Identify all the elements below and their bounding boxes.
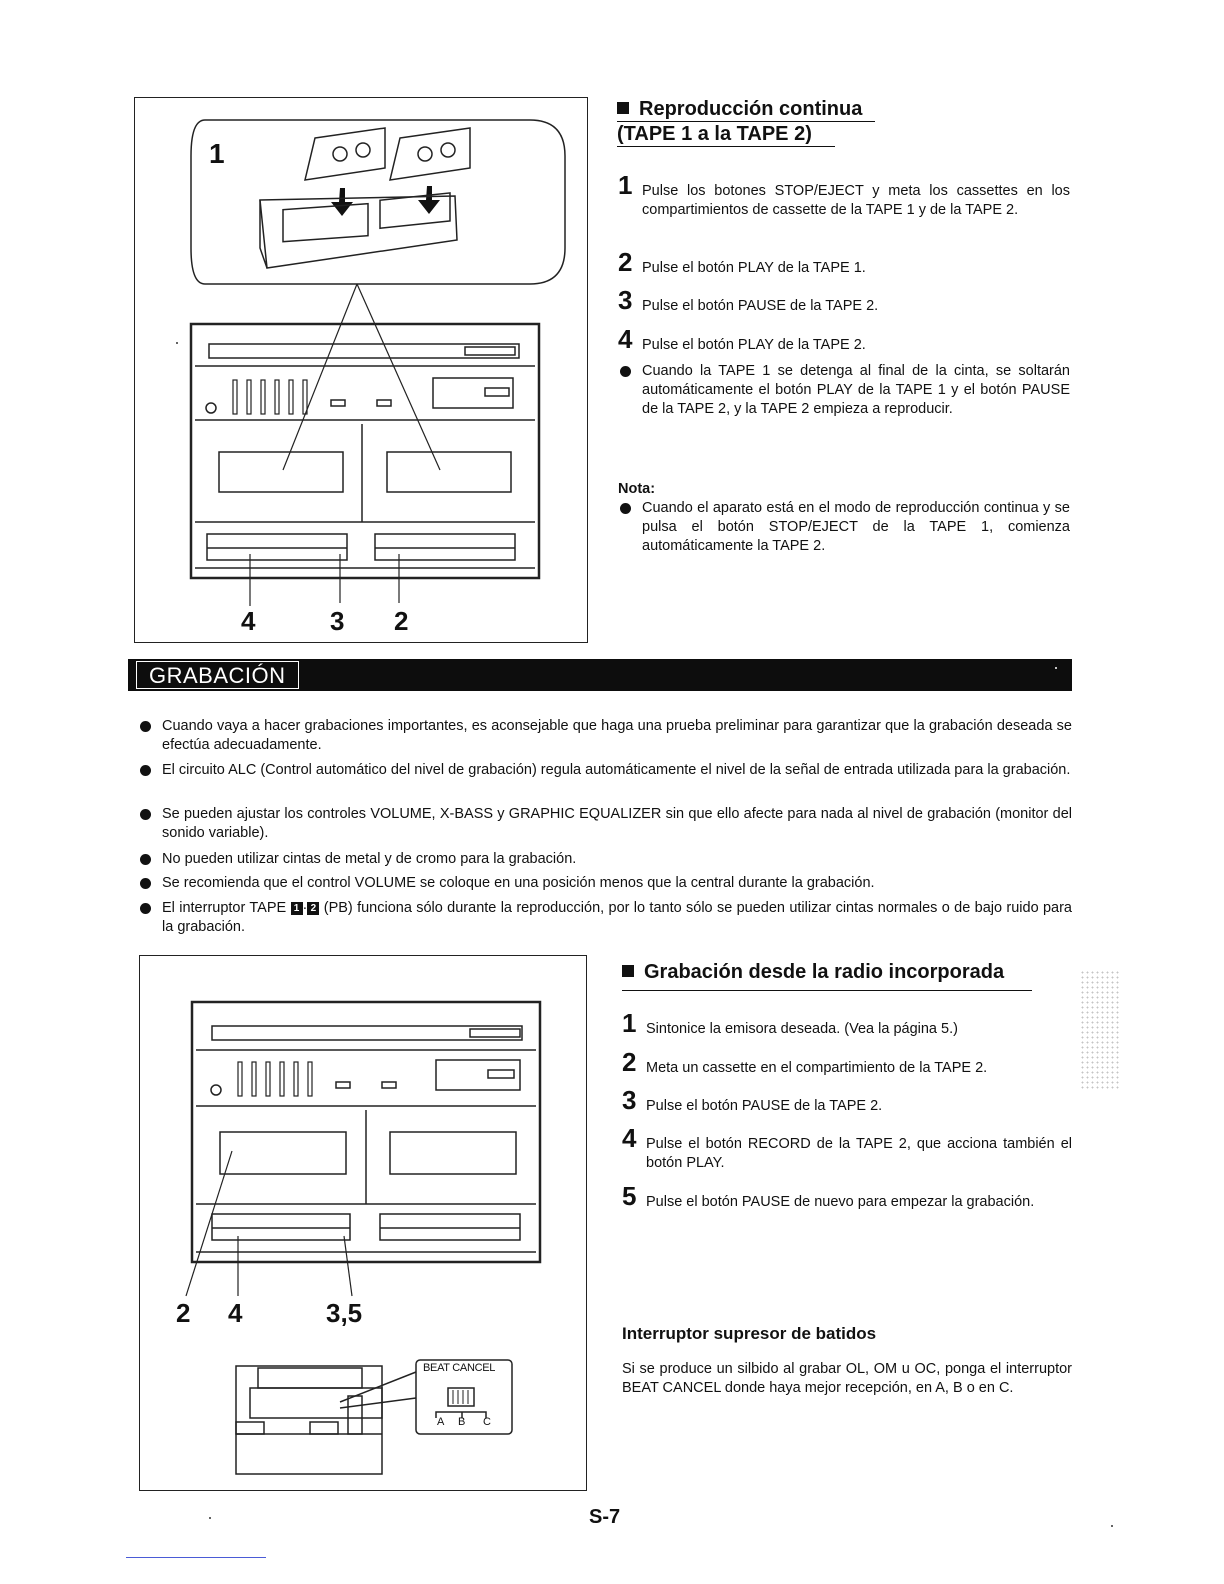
callout-label: 4 xyxy=(241,606,256,636)
scan-speck xyxy=(1111,1525,1113,1527)
bullet-text: Se pueden ajustar los controles VOLUME, X-BASS y GRAPHIC EQUALIZER sin que ello afecte para nada al nivel de grabación (monitor del sonido variable). xyxy=(162,806,1072,841)
cassette-icon xyxy=(305,128,470,180)
figure-radio-recording xyxy=(139,955,587,1491)
bullet-text: El circuito ALC (Control automático del nivel de grabación) regula automáticamente el nivel de la señal de entrada utilizada para la grabación. xyxy=(162,762,1071,778)
step-text: Pulse el botón PLAY de la TAPE 2. xyxy=(642,337,866,353)
list-item xyxy=(138,899,1072,937)
list-item xyxy=(622,1085,1072,1116)
scan-speck xyxy=(1055,667,1057,669)
list-item xyxy=(622,1181,1072,1212)
callout-label: 2 xyxy=(394,606,409,636)
list-item xyxy=(138,717,1072,755)
deck-illustration-2 xyxy=(140,956,586,1490)
tape-badge: 1 xyxy=(291,902,303,915)
figure-continuous-playback xyxy=(134,97,588,643)
callout-label: 3 xyxy=(330,606,345,636)
step-number: 1 xyxy=(618,170,633,200)
section-radio-heading xyxy=(622,960,1032,991)
callout-leaders xyxy=(250,554,399,606)
list-item xyxy=(138,874,1072,893)
bullet-text: Cuando la TAPE 1 se detenga al final de la cinta, se soltarán automáticamente el botón PLAY de la TAPE 1 y el botón PAUSE de la TAPE 2, y la TAPE 2 empieza a reproducir. xyxy=(642,363,1070,417)
list-item xyxy=(622,1047,1072,1078)
scan-speck xyxy=(209,1517,211,1519)
heading-line1: Reproducción continua xyxy=(639,98,863,120)
step-number: 4 xyxy=(618,324,633,354)
bullet-text: Cuando vaya a hacer grabaciones importantes, es aconsejable que haga una prueba preliminar para garantizar que la grabación deseada se efectúa adecuadamente. xyxy=(162,718,1072,753)
square-bullet-icon xyxy=(617,102,629,114)
section-beat-text: Si se produce un silbido al grabar OL, OM u OC, ponga el interruptor BEAT CANCEL donde haya mejor recepción, en A, B o en C. xyxy=(622,1361,1072,1396)
bullet-text-part: El interruptor TAPE xyxy=(162,900,287,916)
callout-label: 4 xyxy=(228,1298,243,1328)
callout-leaders xyxy=(186,1151,352,1296)
step-text: Pulse el botón RECORD de la TAPE 2, que acciona también el botón PLAY. xyxy=(646,1136,1072,1171)
step-text: Pulse el botón PLAY de la TAPE 1. xyxy=(642,260,866,276)
bullet-text-part: (PB) funciona sólo durante la reproducción, por lo tanto sólo se pueden utilizar cintas normales o de bajo ruido para la grabación. xyxy=(162,900,1072,935)
callout-bubble xyxy=(191,120,565,284)
callout-label: 3,5 xyxy=(326,1298,363,1328)
tape-badge: 2 xyxy=(307,902,319,915)
section-banner xyxy=(128,659,1072,691)
bullet-text: Se recomienda que el control VOLUME se coloque en una posición menos que la central durante la grabación. xyxy=(162,875,875,891)
scan-line xyxy=(126,1557,266,1558)
step-number: 4 xyxy=(622,1123,637,1153)
step-number: 3 xyxy=(622,1085,637,1115)
banner-title: GRABACIÓN xyxy=(136,661,299,689)
step-number: 2 xyxy=(618,247,633,277)
section-beat-heading: Interruptor supresor de batidos xyxy=(622,1324,877,1343)
section-continuous-heading xyxy=(617,97,875,147)
step-text: Sintonice la emisora deseada. (Vea la página 5.) xyxy=(646,1021,958,1037)
list-item xyxy=(138,805,1072,843)
insert-arrow-icon xyxy=(331,186,440,216)
scan-noise xyxy=(1080,970,1120,1090)
beat-cancel-inset xyxy=(236,1360,512,1474)
list-item xyxy=(138,850,1072,869)
list-item xyxy=(622,1123,1072,1173)
bullet-icon xyxy=(140,721,151,732)
bullet-icon xyxy=(140,765,151,776)
bullet-icon xyxy=(620,503,631,514)
switch-position-c: C xyxy=(483,1416,491,1428)
note xyxy=(618,499,1070,556)
bullet-icon xyxy=(140,878,151,889)
step-text: Pulse el botón PAUSE de nuevo para empezar la grabación. xyxy=(646,1194,1035,1210)
bullet-icon xyxy=(140,854,151,865)
panel-label: 1 xyxy=(209,138,225,169)
deck-body xyxy=(191,324,539,578)
callout-label: 2 xyxy=(176,1298,191,1328)
list-item xyxy=(622,1008,1072,1039)
step-number: 1 xyxy=(622,1008,637,1038)
heading-text: Grabación desde la radio incorporada xyxy=(644,961,1005,983)
step-number: 2 xyxy=(622,1047,637,1077)
bullet-icon xyxy=(140,903,151,914)
switch-position-a: A xyxy=(437,1416,445,1428)
square-bullet-icon xyxy=(622,965,634,977)
step-number: 3 xyxy=(618,285,633,315)
step-number: 5 xyxy=(622,1181,637,1211)
switch-position-b: B xyxy=(458,1416,466,1428)
bullet-text: El interruptor TAPE 1 · 2 (PB) funciona sólo durante la reproducción, por lo tanto sólo se pueden utilizar cintas normales o de bajo ruido para la grabación. xyxy=(162,900,1072,935)
note-text: Cuando el aparato está en el modo de reproducción continua y se pulsa el botón STOP/EJECT de la TAPE 1, comienza automáticamente la TAPE 2. xyxy=(642,500,1070,554)
list-item xyxy=(618,170,1070,220)
deck-illustration-1 xyxy=(135,98,587,642)
list-item xyxy=(618,324,1070,355)
heading-line2: (TAPE 1 a la TAPE 2) xyxy=(617,122,835,147)
step-text: Pulse el botón PAUSE de la TAPE 2. xyxy=(646,1098,883,1114)
list-item xyxy=(618,285,1070,316)
beat-cancel-label: BEAT CANCEL xyxy=(423,1362,496,1374)
step-text: Pulse los botones STOP/EJECT y meta los cassettes en los compartimientos de cassette de la TAPE 1 y de la TAPE 2. xyxy=(642,183,1070,218)
page-number: S-7 xyxy=(589,1506,621,1528)
list-item xyxy=(618,362,1070,419)
bullet-text: No pueden utilizar cintas de metal y de cromo para la grabación. xyxy=(162,851,577,867)
bullet-icon xyxy=(140,809,151,820)
step-text: Pulse el botón PAUSE de la TAPE 2. xyxy=(642,298,879,314)
note-label: Nota: xyxy=(618,481,656,497)
scan-speck xyxy=(176,342,178,344)
deck-body xyxy=(192,1002,540,1262)
step-text: Meta un cassette en el compartimiento de la TAPE 2. xyxy=(646,1060,988,1076)
list-item xyxy=(138,761,1072,780)
bullet-icon xyxy=(620,366,631,377)
list-item xyxy=(618,247,1070,278)
